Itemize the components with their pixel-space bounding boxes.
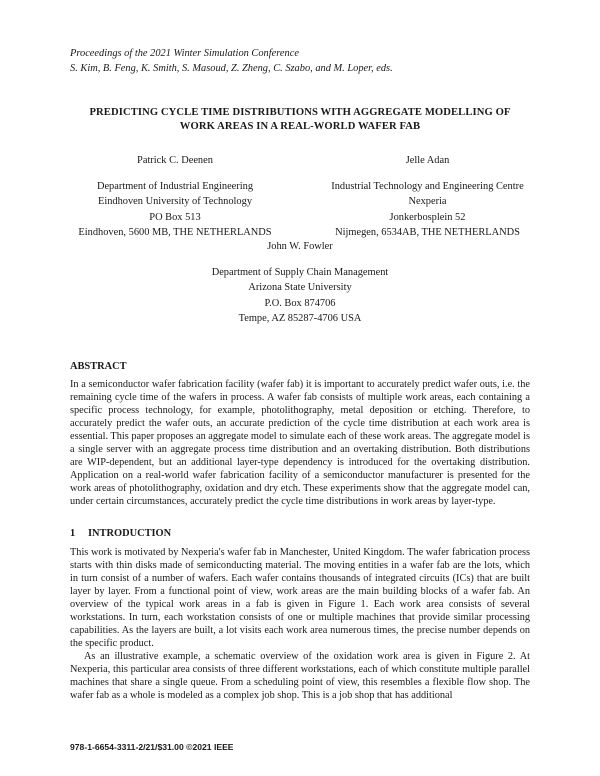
abstract-heading: ABSTRACT (70, 361, 127, 372)
affiliation-line: P.O. Box 874706 (264, 297, 336, 309)
affiliation-line: Industrial Technology and Engineering Centre (331, 181, 524, 193)
author-block-3 (170, 239, 430, 326)
conference-header (70, 46, 393, 76)
affiliation-line: Tempe, AZ 85287-4706 USA (238, 312, 362, 324)
title-line-2: WORK AREAS IN A REAL-WORLD WAFER FAB (179, 121, 421, 132)
abstract-body: In a semiconductor wafer fabrication facility (wafer fab) it is important to accurately predict wafer outs, i.e. the remaining cycle time of the wafers in process. A wafer fab consists of multiple work areas, each containing a specific process technology, for example, photolithography, metal deposition or etching. Therefore, to accurately predict the wafer outs, an accurate prediction of the cycle time distribution at each work area is essential. This paper proposes an aggregate model to simulate each of these work areas. The aggregate model is a single server with an aggregate process time distribution and an overtaking distribution. Both distributions are WIP-dependent, but an additional layer-type dependency is introduced for the overtaking distribution. Application on a real-world wafer fabrication facility of a semiconductor manufacturer is presented for the work areas of photolithography, oxidation and dry etch. These experiments show that the aggregate model can, under certain circumstances, accurately predict the cycle time distributions in work areas by layer-type. (70, 379, 530, 508)
affiliation-line: Arizona State University (248, 282, 352, 294)
introduction-paragraph-2: As an illustrative example, a schematic overview of the oxidation work area is given in Figure 2. At Nexperia, this particular area consists of three different workstations, each of which constitute multiple parallel machines that share a single queue. From a scheduling point of view, this resembles a flexible flow shop. The wafer fab as a whole is modeled as a complex job shop. This is a job shop that has additional (70, 651, 530, 702)
affiliation-line: Eindhoven University of Technology (97, 196, 253, 208)
author-block-2 (305, 153, 550, 240)
proceedings-line: Proceedings of the 2021 Winter Simulation Conference (70, 48, 299, 59)
introduction-heading (70, 528, 171, 539)
affiliation-line: PO Box 513 (149, 211, 201, 223)
section-number: 1 (70, 528, 76, 539)
affiliation-line: Nexperia (408, 196, 447, 208)
author-name: Jelle Adan (405, 155, 450, 166)
affiliation-line: Eindhoven, 5600 MB, THE NETHERLANDS (78, 226, 272, 238)
title-line-1: PREDICTING CYCLE TIME DISTRIBUTIONS WITH AGGREGATE MODELLING OF (89, 107, 511, 118)
affiliation-line: Department of Industrial Engineering (96, 181, 254, 193)
section-title: INTRODUCTION (88, 528, 172, 539)
affiliation-line: Nijmegen, 6534AB, THE NETHERLANDS (335, 226, 520, 238)
author-name: Patrick C. Deenen (137, 155, 213, 166)
author-block-1 (60, 153, 290, 240)
author-name: John W. Fowler (267, 241, 333, 252)
editors-line: S. Kim, B. Feng, K. Smith, S. Masoud, Z. Zheng, C. Szabo, and M. Loper, eds. (70, 63, 393, 74)
copyright-footer: 978-1-6654-3311-2/21/$31.00 ©2021 IEEE (70, 742, 234, 752)
paper-title (70, 106, 530, 134)
introduction-paragraph-1: This work is motivated by Nexperia's wafer fab in Manchester, United Kingdom. The wafer fabrication process starts with thin disks made of semiconducting material. The moving entities in a wafer fab are the lots, which in turn consist of a number of wafers. Each wafer contains thousands of integrated circuits (ICs) that are built layer by layer. From a functional point of view, work areas are the main building blocks of a wafer fab. An overview of the typical work areas in a fab is given in Figure 1. Each work area consists of several workstations. In turn, each workstation consists of one or multiple machines that provide similar processing capabilities. As the layers are built, a lot visits each work area numerous times, the precise number depends on the specific product. (70, 547, 530, 650)
affiliation-line: Jonkerbosplein 52 (389, 211, 466, 223)
affiliation-line: Department of Supply Chain Management (211, 267, 389, 279)
